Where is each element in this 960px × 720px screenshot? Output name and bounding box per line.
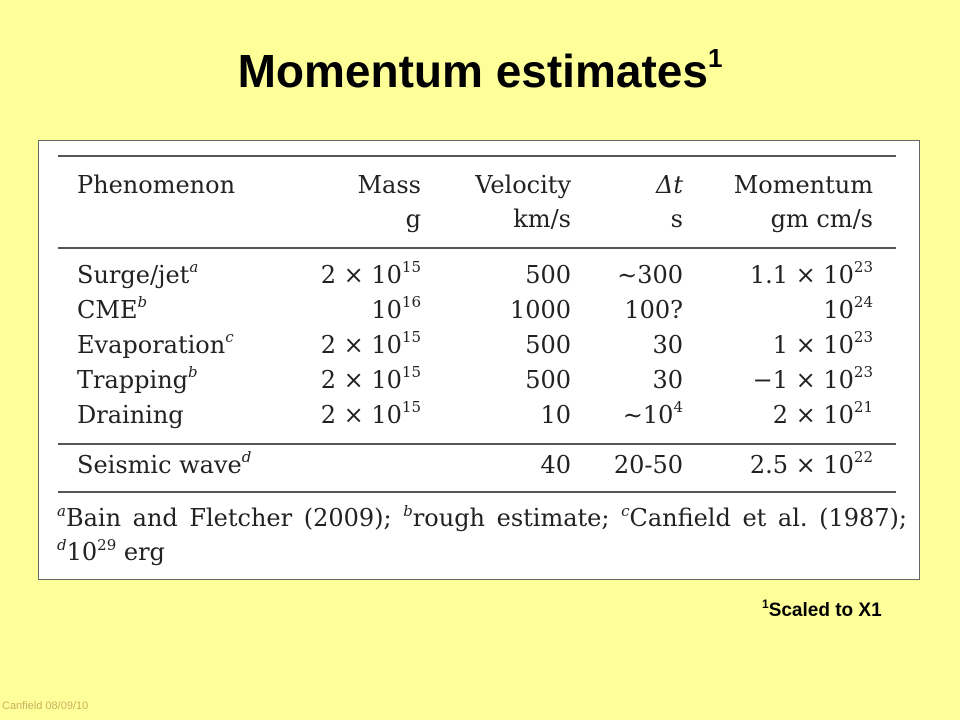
row-mass [320,328,421,359]
footnote-d-coef: 10 [66,538,98,566]
footnote-b-text: rough estimate; [412,504,622,532]
row-dt [624,296,683,324]
footnote-c-text: Canfield et al. (1987); [629,504,907,532]
momentum-exp: 23 [853,328,873,346]
row-momentum [823,293,873,324]
row-dt [652,366,683,394]
slide-title-footnote-mark: 1 [707,43,723,73]
momentum-coef: 10 [823,296,854,324]
row-velocity: 10 [540,401,571,429]
mass-exp: 15 [401,328,421,346]
momentum-exp: 23 [853,363,873,381]
row-velocity: 40 [540,451,571,479]
phenomenon-note: a [189,258,199,276]
momentum-coef: 1.1 × 10 [749,261,854,289]
table-footnotes [57,501,907,569]
header-momentum: Momentum [733,171,873,199]
row-mass [320,258,421,289]
momentum-coef: 2 × 10 [772,401,854,429]
header-velocity-unit: km/s [513,205,571,233]
row-velocity: 500 [525,261,571,289]
mass-coef: 2 × 10 [320,331,402,359]
mass-coef: 2 × 10 [320,401,402,429]
phenomenon-name: Evaporation [77,331,226,359]
scaling-footnote [762,597,882,622]
momentum-exp: 22 [853,448,873,466]
table-bottom-rule [58,491,896,493]
row-phenomenon [77,448,252,479]
row-phenomenon [77,258,199,289]
scaling-footnote-mark: 1 [762,597,769,611]
footnote-a-text: Bain and Fletcher (2009); [65,504,404,532]
row-momentum [772,398,873,429]
row-momentum [752,363,873,394]
slide-title-text: Momentum estimates [237,45,708,97]
phenomenon-note: c [225,328,234,346]
phenomenon-name: Surge/jet [77,261,190,289]
row-dt [652,331,683,359]
scaling-footnote-text: Scaled to X1 [768,600,882,621]
phenomenon-note: d [241,448,252,466]
row-dt [617,261,683,289]
dt-base: 20-50 [613,451,683,479]
row-velocity: 500 [525,366,571,394]
row-velocity: 500 [525,331,571,359]
mass-exp: 15 [401,258,421,276]
momentum-exp: 24 [853,293,873,311]
dt-exp: 4 [673,398,683,416]
dt-base: 30 [652,331,683,359]
mass-coef: 2 × 10 [320,261,402,289]
header-dt-text: Δt [656,171,683,199]
mass-exp: 15 [401,398,421,416]
row-mass [371,293,421,324]
header-mass: Mass [357,171,421,199]
dt-base: ∼300 [617,261,683,289]
row-phenomenon [77,401,184,429]
row-momentum [749,448,873,479]
header-dt-unit: s [670,205,683,233]
header-phenomenon: Phenomenon [77,171,236,199]
momentum-coef: −1 × 10 [752,366,854,394]
phenomenon-note: b [137,293,148,311]
row-dt [614,451,683,479]
footnote-mark-d: d [57,536,67,554]
mass-exp: 16 [401,293,421,311]
dt-base: 100? [624,296,683,324]
footnote-mark-b: b [403,502,413,520]
phenomenon-note: b [188,363,198,381]
momentum-table [38,140,920,580]
dt-base: ∼10 [622,401,674,429]
phenomenon-name: Trapping [77,366,189,394]
header-velocity: Velocity [475,171,571,199]
phenomenon-name: Draining [77,401,184,429]
row-velocity: 1000 [509,296,571,324]
footnote-d-exp: 29 [97,536,117,554]
momentum-exp: 23 [853,258,873,276]
momentum-coef: 1 × 10 [772,331,854,359]
row-mass [320,398,421,429]
header-momentum-unit: gm cm/s [770,205,873,233]
mass-coef: 2 × 10 [320,366,402,394]
row-dt [622,398,683,429]
row-phenomenon [77,328,234,359]
phenomenon-name: Seismic wave [77,451,242,479]
row-phenomenon [77,363,198,394]
slide-title [0,44,960,97]
mass-coef: 10 [371,296,402,324]
phenomenon-name: CME [77,296,138,324]
momentum-coef: 2.5 × 10 [749,451,854,479]
dt-base: 30 [652,366,683,394]
row-momentum [749,258,873,289]
momentum-exp: 21 [853,398,873,416]
header-bottom-rule [58,247,896,249]
footnote-mark-a: a [57,502,66,520]
footnote-mark-c: c [621,502,630,520]
header-dt [656,171,683,199]
footnote-d-unit: erg [116,538,165,566]
table-top-rule [58,155,896,157]
slide-credit: Canfield 08/09/10 [2,700,89,712]
header-mass-unit: g [405,205,421,233]
mass-exp: 15 [401,363,421,381]
section-rule [58,443,896,445]
row-phenomenon [77,293,148,324]
row-momentum [772,328,873,359]
row-mass [320,363,421,394]
